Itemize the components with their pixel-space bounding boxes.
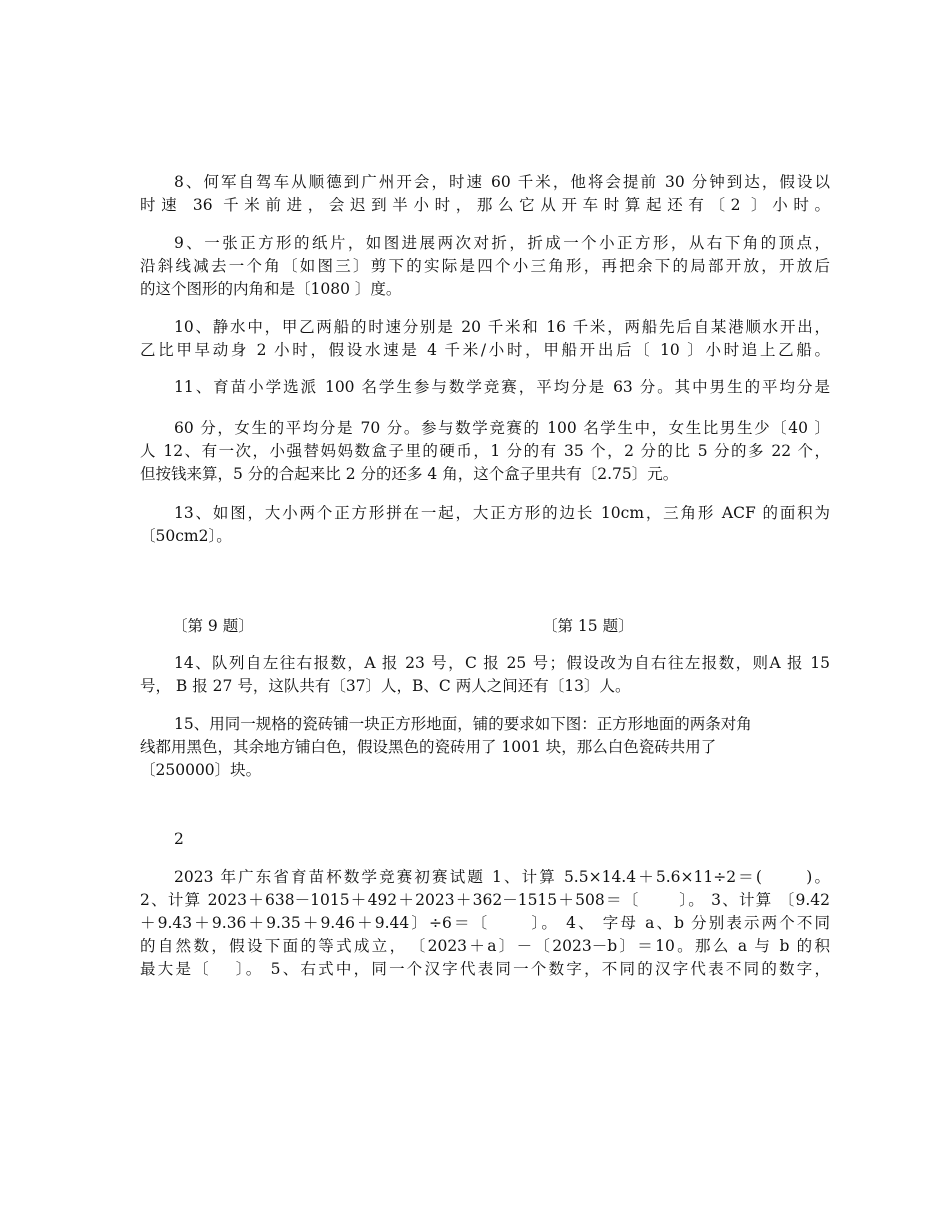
q14-line-1: 14、队列自左往右报数，A 报 23 号，C 报 25 号；假设改为自右往左报数，则A 报 15 <box>174 654 830 672</box>
q11-line-1: 11、育苗小学选派 100 名学生参与数学竞赛，平均分是 63 分。其中男生的平均分是 <box>174 378 830 396</box>
contest-line-2: 2、计算 2023＋638－1015＋492＋2023＋362－1515＋508＝〔 〕。 3、计算 〔9.42 <box>140 891 830 909</box>
q12-line-2: 但按钱来算，5 分的合起来比 2 分的还多 4 角，这个盒子里共有〔2.75〕元。 <box>140 465 679 483</box>
q10-line-1: 10、静水中，甲乙两船的时速分别是 20 千米和 16 千米，两船先后自某港顺水开出， <box>174 318 830 336</box>
q15-line-1: 15、用同一规格的瓷砖铺一块正方形地面，铺的要求如下图：正方形地面的两条对角 <box>174 715 752 733</box>
q9-line-2: 沿斜线减去一个角〔如图三〕剪下的实际是四个小三角形，再把余下的局部开放，开放后 <box>140 257 830 275</box>
contest-line-1: 2023 年广东省育苗杯数学竞赛初赛试题 1、计算 5.5×14.4＋5.6×11÷2＝( )。 <box>174 868 830 886</box>
q15-line-3: 〔250000〕块。 <box>140 761 262 779</box>
contest-line-5: 最大是〔 〕。 5、右式中，同一个汉字代表同一个数字，不同的汉字代表不同的数字， <box>140 960 830 978</box>
contest-line-4: 的自然数，假设下面的等式成立， 〔2023＋a〕－〔2023－b〕＝10。那么 a 与 b 的积 <box>140 937 830 955</box>
figure-9-caption: 〔第 9 题〕 <box>172 617 254 635</box>
q13-line-2: 〔50cm2〕。 <box>140 527 232 545</box>
q9-line-1: 9、一张正方形的纸片，如图进展两次对折，折成一个小正方形，从右下角的顶点， <box>174 234 830 252</box>
q11-line-2: 60 分，女生的平均分是 70 分。参与数学竞赛的 100 名学生中，女生比男生少〔40 〕 <box>174 419 830 437</box>
q14-line-2: 号， B 报 27 号，这队共有〔37〕人，B、C 两人之间还有〔13〕人。 <box>140 677 631 695</box>
q13-line-1: 13、如图，大小两个正方形拼在一起，大正方形的边长 10cm，三角形 ACF 的面积为 <box>174 504 830 522</box>
q8-line-2: 时速 36 千米前进，会迟到半小时，那么它从开车时算起还有〔2 〕小时。 <box>140 196 830 214</box>
q9-line-3: 的这个图形的内角和是〔1080 〕度。 <box>140 280 402 298</box>
page-number: 2 <box>174 830 184 848</box>
q12-line-1: 人 12、有一次，小强替妈妈数盒子里的硬币，1 分的有 35 个，2 分的比 5 分的多 22 个， <box>140 442 830 460</box>
q15-line-2: 线都用黑色，其余地方铺白色，假设黑色的瓷砖用了 1001 块，那么白色瓷砖共用了 <box>140 738 717 756</box>
q8-line-1: 8、何军自驾车从顺德到广州开会，时速 60 千米，他将会提前 30 分钟到达，假设以 <box>174 173 830 191</box>
contest-line-3: ＋9.43＋9.36＋9.35＋9.46＋9.44〕÷6＝〔 〕。 4、 字母 a、b 分别表示两个不同 <box>140 914 830 932</box>
q10-line-2: 乙比甲早动身 2 小时，假设水速是 4 千米/小时，甲船开出后〔 10 〕小时追上乙船。 <box>140 341 830 359</box>
figure-15-caption: 〔第 15 题〕 <box>542 617 634 635</box>
